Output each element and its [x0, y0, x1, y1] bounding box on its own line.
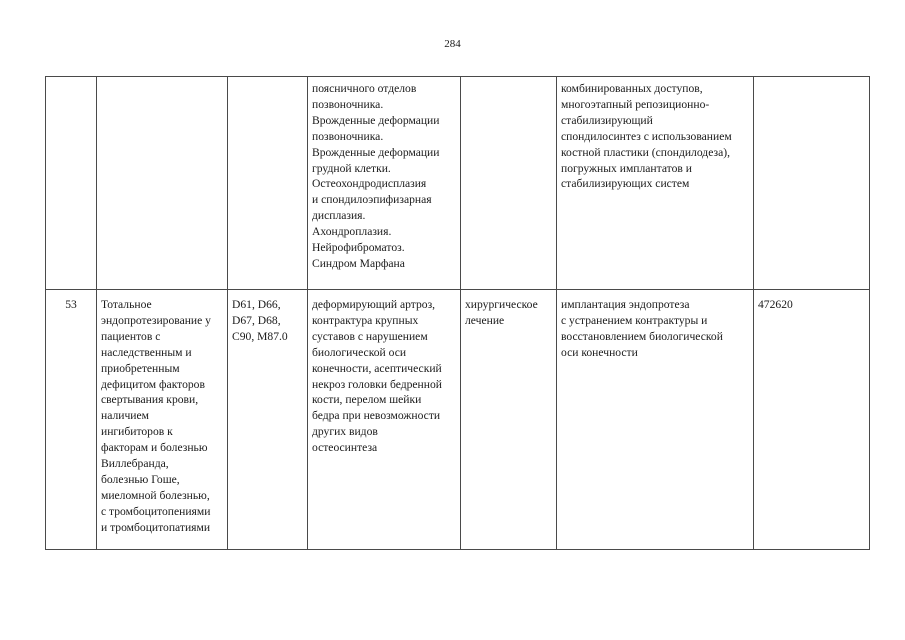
- page-number: 284: [444, 38, 461, 50]
- cell-number: [46, 77, 97, 290]
- cell-care-type: [97, 77, 228, 290]
- cell-cost: 472620: [754, 290, 870, 550]
- cell-diagnosis: деформирующий артроз, контрактура крупных суставов с нарушением биологической оси конечности, асептический некроз головки бедренной кости, перелом шейки бедра при невозможности других видов остеосинтеза: [308, 290, 461, 550]
- cell-care-type: Тотальное эндопротезирование у пациентов с наследственным и приобретенным дефицитом факторов свертывания крови, наличием ингибиторов к факторам и болезнью Виллебранда, болезнью Гоше, миеломной болезнью, с тромбоцитопениями и тромбоцитопатиями: [97, 290, 228, 550]
- cell-method: комбинированных доступов, многоэтапный репозиционно- стабилизирующий спондилосинтез с использованием костной пластики (спондилодеза), погружных имплантатов и стабилизирующих систем: [557, 77, 754, 290]
- cell-number: 53: [46, 290, 97, 550]
- cell-cost: [754, 77, 870, 290]
- cell-treatment-type: хирургическое лечение: [461, 290, 557, 550]
- cell-icd-codes: D61, D66, D67, D68, C90, M87.0: [228, 290, 308, 550]
- cell-icd-codes: [228, 77, 308, 290]
- table-row-53: [46, 290, 870, 550]
- medical-procedures-table: [45, 76, 870, 550]
- table-row-continued: [46, 77, 870, 290]
- cell-method: имплантация эндопротеза с устранением контрактуры и восстановлением биологической оси конечности: [557, 290, 754, 550]
- cell-diagnosis: поясничного отделов позвоночника. Врожденные деформации позвоночника. Врожденные деформации грудной клетки. Остеохондродисплазия и спондилоэпифизарная дисплазия. Ахондроплазия. Нейрофиброматоз. Синдром Марфана: [308, 77, 461, 290]
- cell-treatment-type: [461, 77, 557, 290]
